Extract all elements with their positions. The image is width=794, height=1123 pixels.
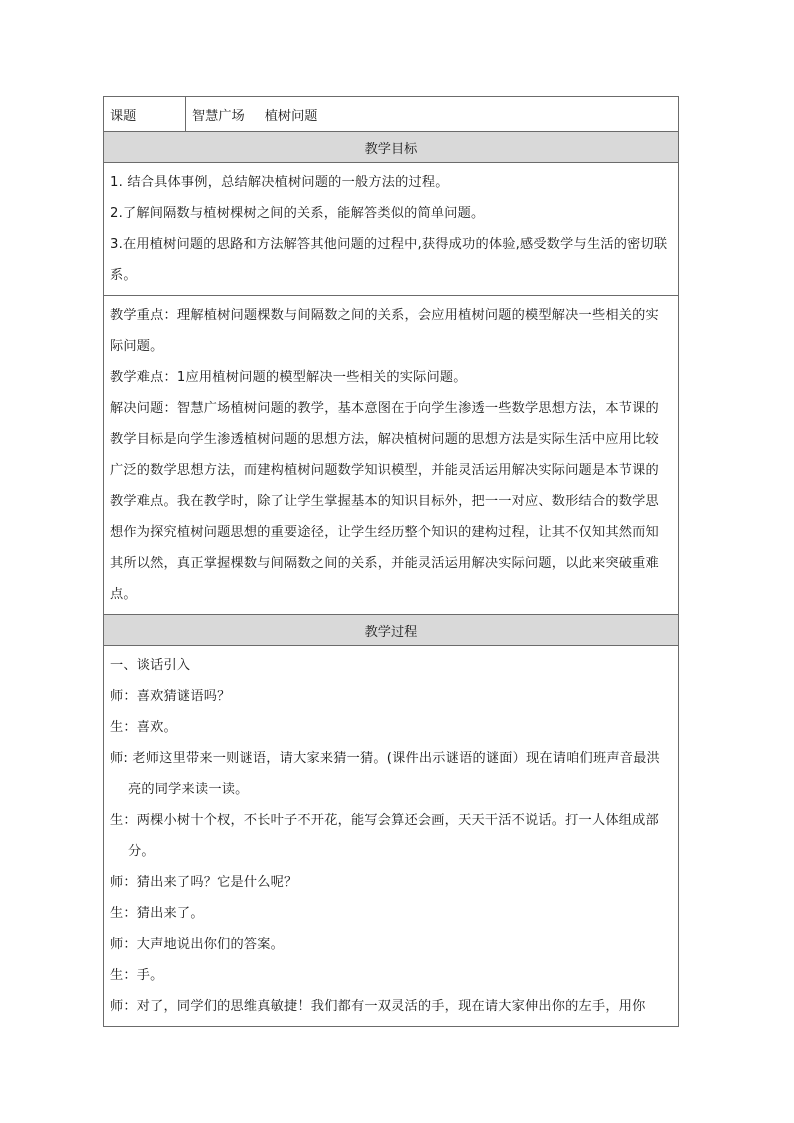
objectives-heading: 教学目标 [104,132,679,163]
title-row [104,97,679,132]
objective-item-2: 2.了解间隔数与植树棵树之间的关系，能解答类似的简单问题。 [110,206,485,221]
title-value [186,97,679,132]
dialogue-line: 生：手。 [110,968,164,983]
lesson-plan-table [103,96,679,1027]
title-value-b: 植树问题 [264,108,318,124]
process-heading-row [104,615,679,646]
title-label: 课题 [104,97,186,132]
process-section-title: 一、谈话引入 [110,658,191,673]
process-row [104,646,679,1027]
dialogue-line: 师：对了，同学们的思维真敏捷！我们都有一双灵活的手，现在请大家伸出你的左手，用你 [110,999,646,1014]
objectives-heading-row [104,132,679,163]
dialogue-line: 生：两棵小树十个杈，不长叶子不开花，能写会算还会画，天天干活不说话。打一人体组成部分。 [110,813,659,859]
process-heading: 教学过程 [104,615,679,646]
dialogue-line: 师：喜欢猜谜语吗？ [110,689,231,704]
dialogue-line: 师：大声地说出你们的答案。 [110,937,285,952]
process-cell [104,646,679,1027]
dialogue-line: 师：猜出来了吗？它是什么呢？ [110,875,298,890]
objective-item-1: 1. 结合具体事例，总结解决植树问题的一般方法的过程。 [110,175,449,190]
dialogue-line: 生：喜欢。 [110,720,177,735]
solution-text: 解决问题：智慧广场植树问题的教学，基本意图在于向学生渗透一些数学思想方法，本节课的教学目标是向学生渗透植树问题的思想方法，解决植树问题的思想方法是实际生活中应用比较广泛的数学思想方法，而建构植树问题数学知识模型，并能灵活运用解决实际问题是本节课的教学难点。我在教学时，除了让学生掌握基本的知识目标外，把一一对应、数形结合的数学思想作为探究植树问题思想的重要途径，让学生经历整个知识的建构过程，让其不仅知其然而知其所以然，真正掌握棵数与间隔数之间的关系，并能灵活运用解决实际问题，以此来突破重难点。 [110,401,659,602]
key-point-text: 教学重点：理解植树问题棵数与间隔数之间的关系，会应用植树问题的模型解决一些相关的实际问题。 [110,308,659,354]
focus-cell [104,296,679,615]
focus-row [104,296,679,615]
objectives-cell [104,163,679,296]
objective-item-3: 3.在用植树问题的思路和方法解答其他问题的过程中,获得成功的体验,感受数学与生活的密切联系。 [110,237,668,283]
dialogue-line: 生：猜出来了。 [110,906,204,921]
difficulty-text: 教学难点：1应用植树问题的模型解决一些相关的实际问题。 [110,370,467,385]
objectives-row [104,163,679,296]
title-value-a: 智慧广场 [192,108,245,124]
dialogue-line: 师: 老师这里带来一则谜语，请大家来猜一猜。(课件出示谜语的谜面）现在请咱们班声音最洪亮的同学来读一读。 [110,751,660,797]
